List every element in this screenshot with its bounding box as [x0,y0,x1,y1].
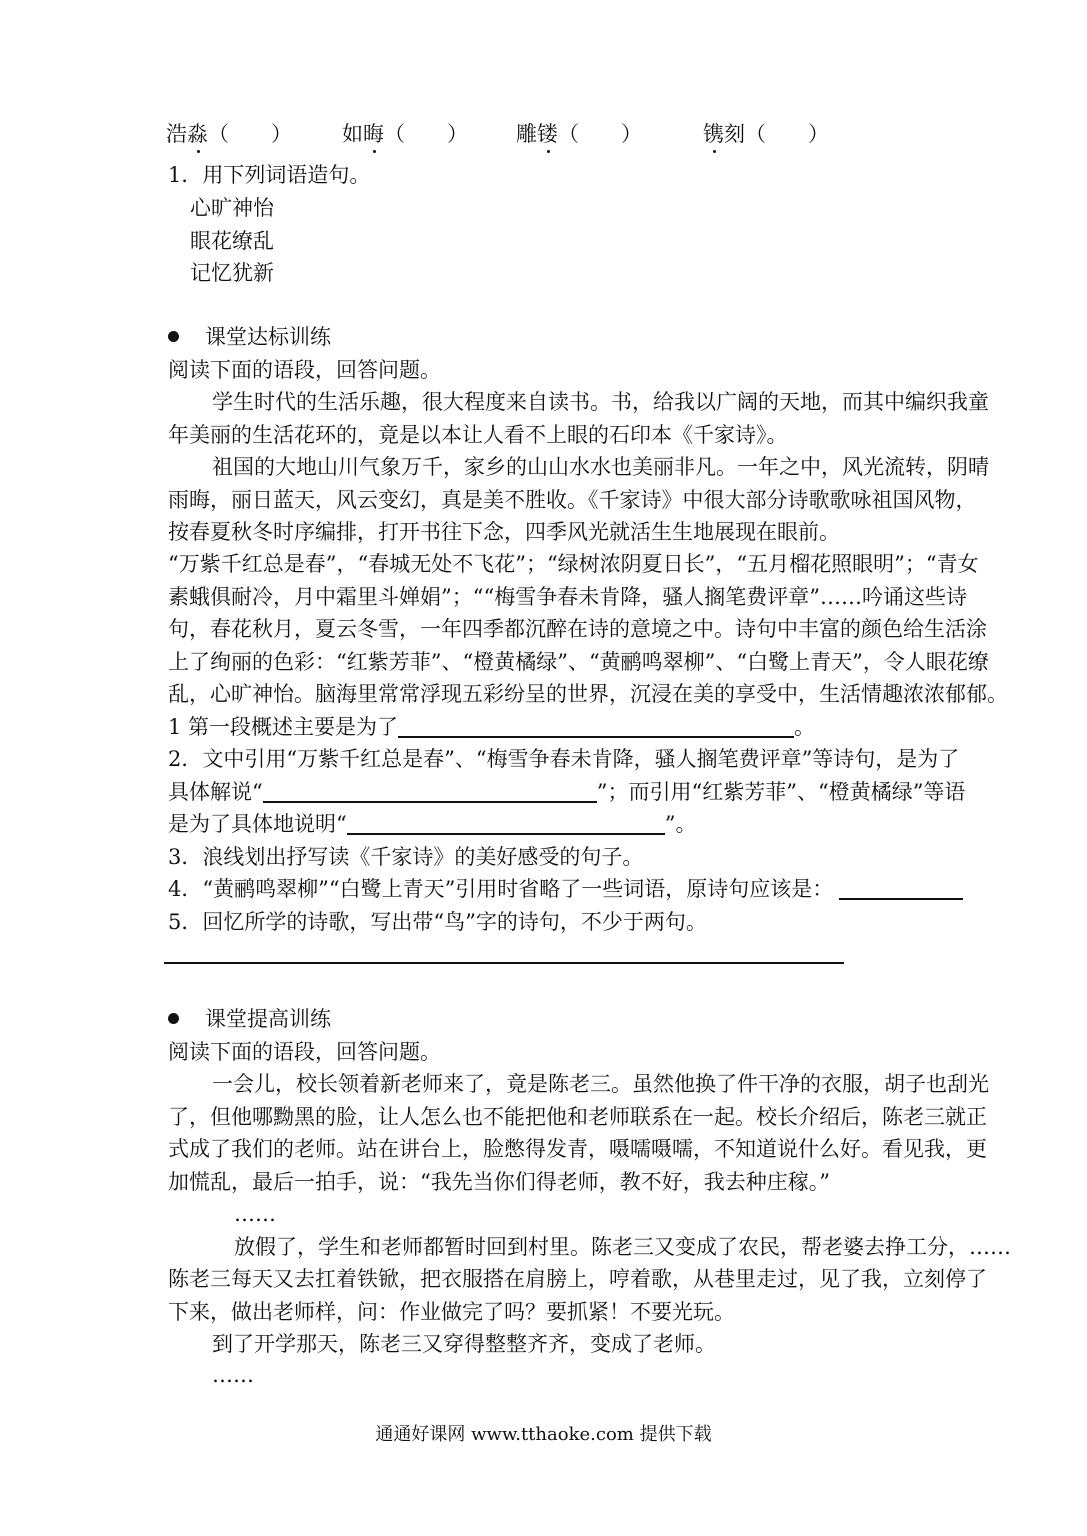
paragraph-line: 陈老三每天又去扛着铁锨，把衣服搭在肩膀上，哼着歌，从巷里走过，见了我，立刻停了 [168,1267,987,1291]
paragraph-line: 放假了，学生和老师都暂时回到村里。陈老三又变成了农民，帮老婆去挣工分，…… [234,1235,1011,1259]
paragraph-line: 句，春花秋月，夏云冬雪，一年四季都沉醉在诗的意境之中。诗句中丰富的颜色给生活涂 [168,617,987,641]
answer-blank[interactable] [839,878,963,900]
question-text: 具体解说“ [168,780,263,804]
vocab-title: 1．用下列词语造句。 [168,163,371,187]
question-1 [168,714,815,740]
char: 刻 [724,122,745,146]
question-text: ”；而引用“红紫芳菲”、“橙黄橘绿”等语 [596,780,966,804]
char: 浩 [166,122,187,146]
paragraph-line: 雨晦，丽日蓝天，风云变幻，真是美不胜收。《千家诗》中很大部分诗歌歌咏祖国风物， [168,488,977,512]
paragraph-line: 年美丽的生活花环的，竟是以本让人看不上眼的石印本《千家诗》。 [168,423,788,447]
question-3: 3．浪线划出抒写读《千家诗》的美好感受的句子。 [168,845,644,869]
instruction: 阅读下面的语段，回答问题。 [168,358,441,382]
page-footer: 通通好课网 www.tthaoke.com 提供下载 [375,1424,712,1445]
vocab-word: 心旷神怡 [190,196,274,220]
paragraph-line: 式成了我们的老师。站在讲台上，脸憋得发青，嗫嚅嗫嚅，不知道说什么好。看见我，更 [168,1137,987,1161]
section-heading [168,324,331,350]
question-text: 。 [794,715,816,739]
dotted-char: 镌 [703,122,724,146]
question-2-line [168,779,965,805]
ellipsis: …… [212,1363,254,1387]
paragraph-line: 按春夏秋冬时序编排，打开书往下念，四季风光就活生生地展现在眼前。 [168,520,840,544]
paragraph-line: 上了绚丽的色彩：“红紫芳菲”、“橙黄橘绿”、“黄鹂鸣翠柳”、“白鹭上青天”，令人眼花缭 [168,650,989,674]
paragraph-line: 素蛾俱耐冷，月中霜里斗婵娟”；““梅雪争春未肯降，骚人搁笔费评章”……吟诵这些诗 [168,585,967,609]
ellipsis: …… [234,1202,276,1226]
vocab-word: 眼花缭乱 [190,229,274,253]
pinyin-item-3 [516,121,642,147]
question-text: ”。 [664,812,697,836]
answer-blank[interactable] [263,781,597,803]
question-text: 是为了具体地说明“ [168,812,347,836]
section-heading [168,1006,331,1032]
question-4 [168,876,963,902]
paragraph-line: 祖国的大地山川气象万千，家乡的山山水水也美丽非凡。一年之中，风光流转，阴晴 [212,455,989,479]
paragraph-line: 了，但他哪黝黑的脸，让人怎么也不能把他和老师联系在一起。校长介绍后，陈老三就正 [168,1105,987,1129]
bullet-icon [168,1013,179,1024]
answer-parens: （ ） [208,122,292,146]
question-2: 2．文中引用“万紫千红总是春”、“梅雪争春未肯降，骚人搁笔费评章”等诗句，是为了 [168,747,960,771]
section-heading-text: 课堂提高训练 [205,1007,331,1031]
dotted-char: 淼 [187,122,208,146]
pinyin-item-1 [166,121,292,147]
answer-blank[interactable] [347,813,665,835]
question-text: 4．“黄鹂鸣翠柳”“白鹭上青天”引用时省略了一些词语，原诗句应该是： [168,877,834,901]
question-5: 5．回忆所学的诗歌，写出带“鸟”字的诗句，不少于两句。 [168,910,707,934]
answer-line[interactable] [164,962,844,964]
dotted-char: 晦 [363,122,384,146]
paragraph-line: 一会儿，校长领着新老师来了，竟是陈老三。虽然他换了件干净的衣服，胡子也刮光 [212,1072,989,1096]
paragraph-line: 下来，做出老师样，问：作业做完了吗？要抓紧！不要光玩。 [168,1300,735,1324]
bullet-icon [168,331,179,342]
paragraph-line: 加慌乱，最后一拍手，说：“我先当你们得老师，教不好，我去种庄稼。” [168,1170,830,1194]
question-2-line [168,811,697,837]
vocab-word: 记忆犹新 [190,261,274,285]
paragraph-line: “万紫千红总是春”，“春城无处不飞花”；“绿树浓阴夏日长”，“五月榴花照眼明”；“青女 [168,552,979,576]
paragraph-line: 到了开学那天，陈老三又穿得整整齐齐，变成了老师。 [212,1332,716,1356]
char: 如 [342,122,363,146]
answer-blank[interactable] [398,716,794,738]
pinyin-item-2 [342,121,468,147]
paragraph-line: 乱，心旷神怡。脑海里常常浮现五彩纷呈的世界，沉浸在美的享受中，生活情趣浓浓郁郁。 [168,682,1008,706]
answer-parens: （ ） [558,122,642,146]
pinyin-item-4 [703,121,829,147]
paragraph-line: 学生时代的生活乐趣，很大程度来自读书。书，给我以广阔的天地，而其中编织我童 [212,390,989,414]
answer-parens: （ ） [745,122,829,146]
answer-parens: （ ） [384,122,468,146]
dotted-char: 镂 [537,122,558,146]
question-text: 1 第一段概述主要是为了 [168,715,399,739]
section-heading-text: 课堂达标训练 [205,325,331,349]
instruction: 阅读下面的语段，回答问题。 [168,1040,441,1064]
char: 雕 [516,122,537,146]
